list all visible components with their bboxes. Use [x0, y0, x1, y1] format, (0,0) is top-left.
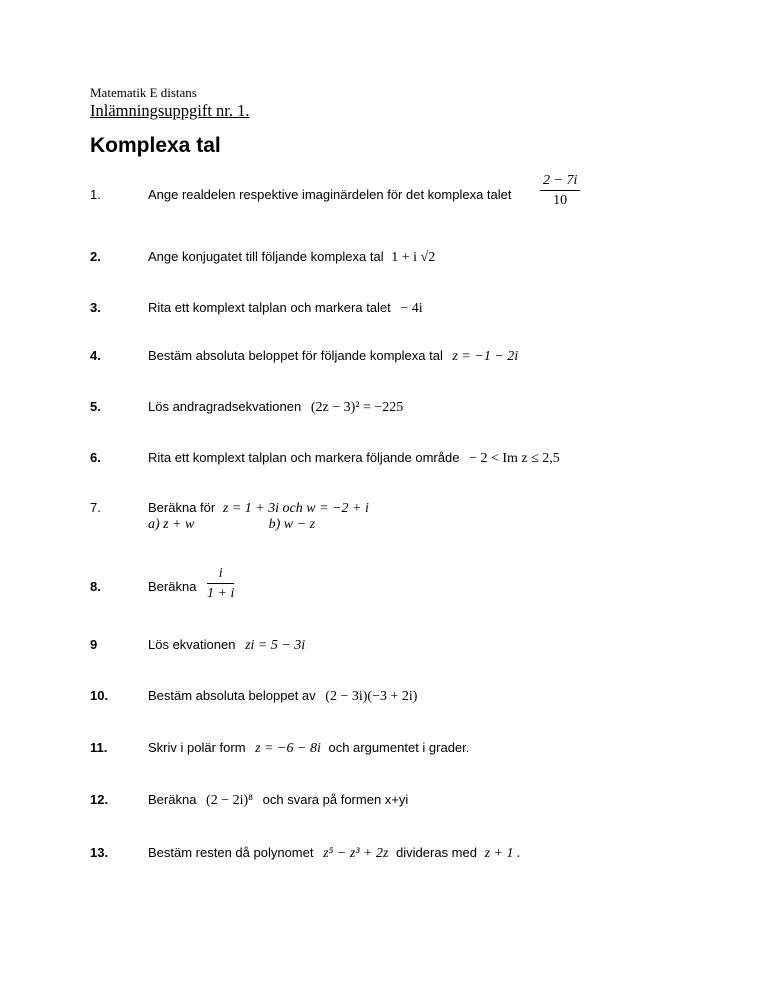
- question-13-number: 13.: [90, 845, 109, 860]
- question-8-numerator: i: [207, 566, 234, 584]
- question-5-math: (2z − 3)² = −225: [310, 400, 404, 415]
- question-12-number: 12.: [90, 792, 109, 807]
- question-11: [148, 740, 469, 757]
- question-6: [148, 450, 560, 467]
- question-12-text: Beräkna: [148, 792, 197, 807]
- question-9-math: zi = 5 − 3i: [245, 638, 306, 653]
- question-7-parts: [148, 516, 315, 533]
- question-9-text: Lös ekvationen: [148, 637, 236, 652]
- question-7-number: 7.: [90, 500, 101, 515]
- question-13-math-after: z + 1 .: [484, 846, 521, 861]
- question-4: [148, 348, 518, 365]
- question-6-number: 6.: [90, 450, 101, 465]
- question-10-number: 10.: [90, 688, 109, 703]
- page-title: Komplexa tal: [90, 134, 221, 157]
- question-2-text: Ange konjugatet till följande komplexa tal: [148, 249, 384, 264]
- question-3-number: 3.: [90, 300, 101, 315]
- question-3-math: − 4i: [400, 301, 423, 316]
- question-4-math: z = −1 − 2i: [452, 349, 519, 364]
- question-7-math: z = 1 + 3i och w = −2 + i: [222, 501, 369, 516]
- question-4-number: 4.: [90, 348, 101, 363]
- question-1-number: 1.: [90, 187, 101, 202]
- question-13: [148, 845, 521, 862]
- question-12-text-after: och svara på formen x+yi: [262, 792, 409, 807]
- question-8-text: Beräkna: [148, 579, 197, 594]
- question-12-math: (2 − 2i)⁸: [206, 793, 254, 808]
- question-9: [148, 637, 305, 654]
- question-6-math: − 2 < Im z ≤ 2,5: [469, 451, 560, 466]
- question-7-part-b: b) w − z: [268, 517, 316, 532]
- question-2-number: 2.: [90, 249, 101, 264]
- question-5-number: 5.: [90, 399, 101, 414]
- question-10-math: (2 − 3i)(−3 + 2i): [325, 689, 418, 704]
- question-8-number: 8.: [90, 579, 101, 594]
- question-3: [148, 300, 423, 317]
- question-7-part-a: a) z + w: [148, 517, 195, 532]
- question-9-number: 9: [90, 637, 98, 652]
- question-11-number: 11.: [90, 740, 108, 755]
- question-2-math: 1 + i √2: [391, 250, 436, 265]
- question-1-numerator: 2 − 7i: [540, 173, 580, 191]
- question-1-fraction: [540, 173, 580, 209]
- question-5: [148, 399, 403, 416]
- question-13-math: z⁵ − z³ + 2z: [323, 846, 389, 861]
- question-1-text: Ange realdelen respektive imaginärdelen för det komplexa talet: [148, 187, 512, 202]
- question-3-text: Rita ett komplext talplan och markera talet: [148, 300, 391, 315]
- question-11-math: z = −6 − 8i: [255, 741, 321, 756]
- assignment-heading: Inlämningsuppgift nr. 1.: [90, 101, 250, 120]
- course-name: Matematik E distans: [90, 85, 197, 100]
- question-10-text: Bestäm absoluta beloppet av: [148, 688, 316, 703]
- question-1-denominator: 10: [553, 193, 568, 208]
- question-5-text: Lös andragradsekvationen: [148, 399, 302, 414]
- question-4-text: Bestäm absoluta beloppet för följande komplexa tal: [148, 348, 443, 363]
- question-2: [148, 249, 435, 266]
- question-7-text: Beräkna för: [148, 500, 216, 515]
- question-10: [148, 688, 417, 705]
- question-6-text: Rita ett komplext talplan och markera följande område: [148, 450, 460, 465]
- question-7: [148, 500, 369, 517]
- question-8-fraction: [207, 566, 234, 602]
- question-8-denominator: 1 + i: [207, 586, 235, 601]
- question-12: [148, 792, 408, 809]
- question-11-text: Skriv i polär form: [148, 740, 246, 755]
- question-11-text-after: och argumentet i grader.: [328, 740, 470, 755]
- question-13-text-after: divideras med: [396, 845, 477, 860]
- question-13-text: Bestäm resten då polynomet: [148, 845, 314, 860]
